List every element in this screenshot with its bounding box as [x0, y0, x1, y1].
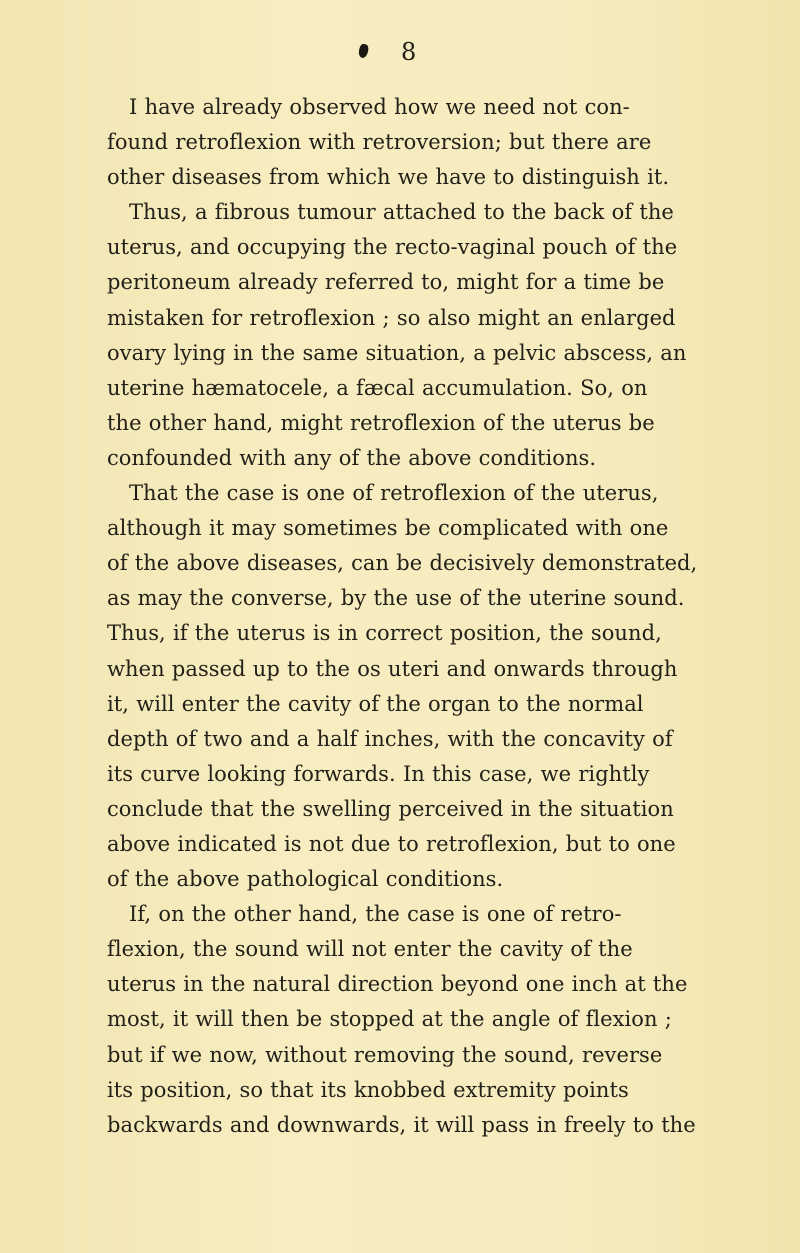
text-line: uterus in the natural direction beyond one inch at the	[107, 972, 688, 997]
text-line: the other hand, might retroflexion of the uterus be	[107, 410, 655, 435]
ink-mark	[358, 43, 370, 59]
text-line: I have already observed how we need not con-	[129, 95, 630, 119]
text-line: peritoneum already referred to, might for a time be	[107, 270, 665, 295]
text-line: it, will enter the cavity of the organ to the normal	[107, 691, 644, 716]
text-line: flexion, the sound will not enter the cavity of the	[107, 937, 633, 962]
page-header	[0, 38, 800, 74]
text-line: although it may sometimes be complicated with one	[107, 516, 669, 541]
text-line: when passed up to the os uteri and onwards through	[107, 656, 678, 681]
text-line: uterine hæmatocele, a fæcal accumulation. So, on	[107, 375, 648, 400]
text-line: confounded with any of the above conditions.	[107, 445, 597, 470]
text-line: mistaken for retroflexion ; so also might an enlarged	[107, 305, 676, 330]
text-line: most, it will then be stopped at the angle of flexion ;	[107, 1007, 672, 1032]
text-line: its curve looking forwards. In this case, we rightly	[107, 761, 650, 786]
text-line: conclude that the swelling perceived in the situation	[107, 796, 674, 821]
text-line: Thus, a fibrous tumour attached to the back of the	[129, 200, 674, 225]
text-line: of the above diseases, can be decisively demonstrated,	[107, 551, 698, 576]
text-line: as may the converse, by the use of the uterine sound.	[107, 586, 685, 611]
text-line: above indicated is not due to retroflexion, but to one	[107, 831, 676, 856]
text-line: uterus, and occupying the recto-vaginal pouch of the	[107, 235, 678, 260]
text-line: found retroflexion with retroversion; but there are	[107, 130, 652, 155]
body-text	[107, 90, 747, 1143]
text-line: its position, so that its knobbed extremity points	[107, 1077, 629, 1102]
text-line: of the above pathological conditions.	[107, 867, 504, 892]
page-number: 8	[401, 38, 417, 66]
text-line: That the case is one of retroflexion of the uterus,	[129, 481, 659, 506]
text-line: but if we now, without removing the sound, reverse	[107, 1042, 663, 1067]
text-line: depth of two and a half inches, with the concavity of	[107, 726, 673, 751]
text-line: Thus, if the uterus is in correct position, the sound,	[107, 621, 662, 646]
text-line: other diseases from which we have to distinguish it.	[107, 165, 670, 190]
text-line: ovary lying in the same situation, a pelvic abscess, an	[107, 340, 687, 365]
text-line: backwards and downwards, it will pass in freely to the	[107, 1112, 696, 1137]
text-line: If, on the other hand, the case is one of retro-	[129, 902, 622, 927]
